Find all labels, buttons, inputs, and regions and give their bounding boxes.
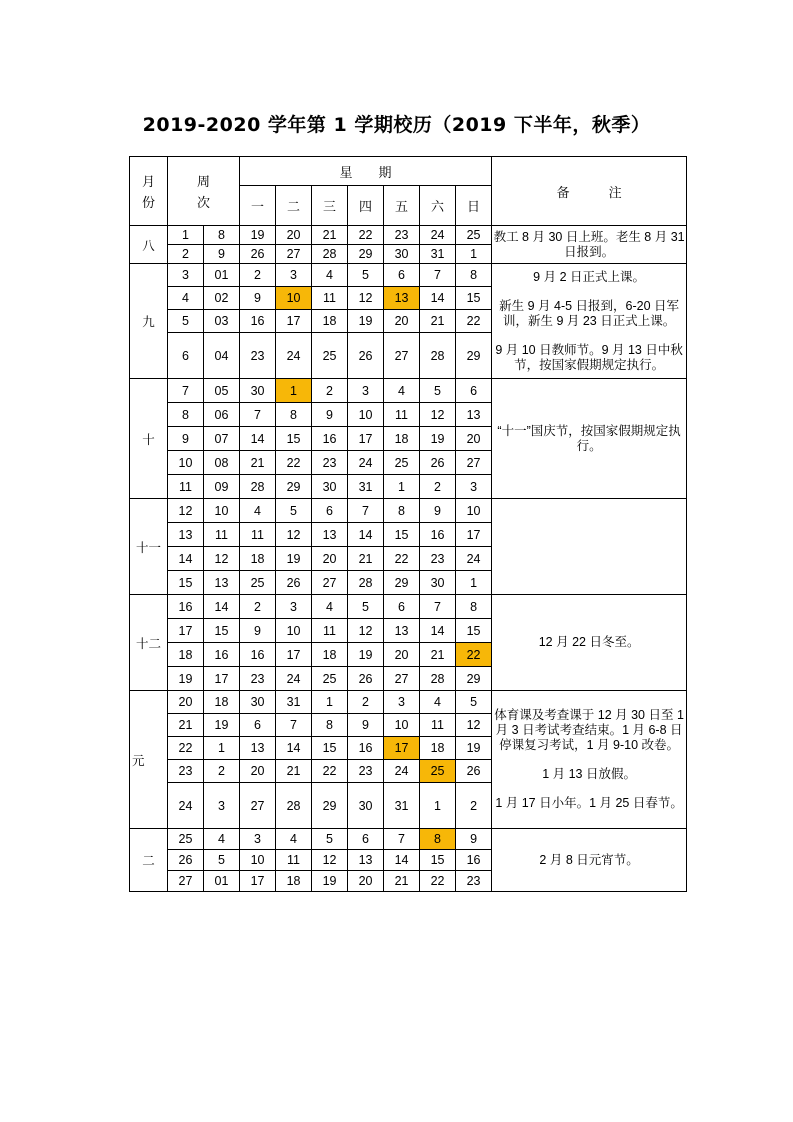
week-number: 7 [168,379,204,403]
teaching-week-number: 13 [204,571,240,595]
date-cell: 9 [240,287,276,310]
date-cell: 4 [312,264,348,287]
date-cell: 20 [276,226,312,245]
date-cell: 30 [348,783,384,829]
date-cell: 13 [384,619,420,643]
week-number: 8 [168,403,204,427]
week-number: 19 [168,667,204,691]
date-cell: 11 [312,619,348,643]
date-cell: 3 [276,264,312,287]
date-cell: 20 [384,643,420,667]
teaching-week-number: 5 [204,850,240,871]
date-cell: 13 [240,737,276,760]
weekday-header: 二 [276,186,312,226]
week-number: 2 [168,245,204,264]
date-cell: 26 [456,760,492,783]
remark-text: 新生 9 月 4-5 日报到，6-20 日军训，新生 9 月 23 日正式上课。 [499,298,680,328]
date-cell: 24 [348,451,384,475]
date-cell: 14 [420,287,456,310]
date-cell: 8 [384,499,420,523]
date-cell: 4 [312,595,348,619]
remarks-cell [492,264,687,379]
date-cell: 11 [240,523,276,547]
date-cell: 18 [312,310,348,333]
teaching-week-number: 8 [204,226,240,245]
date-cell: 13 [312,523,348,547]
date-cell: 9 [312,403,348,427]
date-cell: 31 [348,475,384,499]
date-cell: 25 [456,226,492,245]
date-cell: 19 [420,427,456,451]
date-cell: 6 [312,499,348,523]
week-row [130,499,687,523]
week-row [130,226,687,245]
teaching-week-number: 16 [204,643,240,667]
week-number: 22 [168,737,204,760]
date-cell: 10 [348,403,384,427]
date-cell: 27 [384,333,420,379]
date-cell: 21 [420,310,456,333]
teaching-week-number: 09 [204,475,240,499]
date-cell: 25 [312,333,348,379]
month-label: 二 [130,829,168,892]
date-cell: 6 [384,264,420,287]
remark-text: 1 月 17 日小年。1 月 25 日春节。 [495,796,683,810]
date-cell: 16 [456,850,492,871]
date-cell: 26 [348,333,384,379]
date-cell: 3 [240,829,276,850]
date-cell: 11 [276,850,312,871]
date-cell: 24 [456,547,492,571]
date-cell: 21 [420,643,456,667]
remarks-cell [492,691,687,829]
week-number: 11 [168,475,204,499]
date-cell: 7 [240,403,276,427]
date-cell: 11 [384,403,420,427]
date-cell: 11 [420,714,456,737]
week-row [130,264,687,287]
date-cell: 16 [312,427,348,451]
week-number: 26 [168,850,204,871]
date-cell: 8 [276,403,312,427]
date-cell: 19 [348,643,384,667]
date-cell: 5 [276,499,312,523]
week-number: 16 [168,595,204,619]
remark-text: “十一”国庆节，按国家假期规定执行。 [497,423,681,453]
date-cell: 24 [420,226,456,245]
remark-text: 9 月 2 日正式上课。 [533,269,645,284]
date-cell: 4 [420,691,456,714]
month-label: 十二 [130,595,168,691]
week-row [130,379,687,403]
date-cell: 25 [240,571,276,595]
date-cell: 25 [384,451,420,475]
remarks-cell [492,226,687,264]
date-cell: 6 [456,379,492,403]
week-number: 6 [168,333,204,379]
date-cell: 18 [276,871,312,892]
date-cell: 15 [384,523,420,547]
remarks-cell [492,379,687,499]
date-cell: 15 [420,850,456,871]
week-number: 15 [168,571,204,595]
week-column-header: 周 次 [168,157,240,226]
date-cell: 31 [420,245,456,264]
date-cell: 29 [384,571,420,595]
date-cell: 12 [420,403,456,427]
date-cell: 17 [240,871,276,892]
date-cell: 14 [348,523,384,547]
date-cell: 22 [384,547,420,571]
date-cell: 4 [276,829,312,850]
date-cell: 12 [456,714,492,737]
remark-text: 1 月 13 日放假。 [542,767,636,781]
date-cell: 4 [240,499,276,523]
date-cell: 21 [276,760,312,783]
date-cell: 2 [348,691,384,714]
date-cell: 24 [276,333,312,379]
teaching-week-number: 18 [204,691,240,714]
week-number: 12 [168,499,204,523]
date-cell: 8 [456,595,492,619]
date-cell: 10 [240,850,276,871]
remark-text: 9 月 10 日教师节。9 月 13 日中秋节，按国家假期规定执行。 [495,342,683,372]
date-cell: 23 [384,226,420,245]
date-cell: 22 [348,226,384,245]
date-cell: 15 [456,287,492,310]
date-cell: 1 [456,245,492,264]
week-number: 4 [168,287,204,310]
date-cell: 15 [456,619,492,643]
date-cell: 22 [456,310,492,333]
week-number: 21 [168,714,204,737]
remarks-cell [492,595,687,691]
highlighted-date-cell: 1 [276,379,312,403]
weekday-header: 四 [348,186,384,226]
date-cell: 25 [312,667,348,691]
date-cell: 28 [348,571,384,595]
week-number: 1 [168,226,204,245]
date-cell: 23 [240,333,276,379]
teaching-week-number: 1 [204,737,240,760]
date-cell: 2 [420,475,456,499]
teaching-week-number: 10 [204,499,240,523]
date-cell: 28 [276,783,312,829]
date-cell: 1 [384,475,420,499]
teaching-week-number: 19 [204,714,240,737]
date-cell: 29 [456,667,492,691]
teaching-week-number: 11 [204,523,240,547]
teaching-week-number: 4 [204,829,240,850]
teaching-week-number: 17 [204,667,240,691]
week-number: 5 [168,310,204,333]
teaching-week-number: 15 [204,619,240,643]
date-cell: 9 [240,619,276,643]
date-cell: 16 [348,737,384,760]
teaching-week-number: 08 [204,451,240,475]
date-cell: 8 [312,714,348,737]
date-cell: 28 [420,333,456,379]
week-number: 20 [168,691,204,714]
teaching-week-number: 04 [204,333,240,379]
date-cell: 28 [240,475,276,499]
remark-text: 教工 8 月 30 日上班。老生 8 月 31 日报到。 [493,229,685,259]
date-cell: 4 [384,379,420,403]
date-cell: 3 [384,691,420,714]
date-cell: 22 [312,760,348,783]
weekday-header: 一 [240,186,276,226]
date-cell: 24 [384,760,420,783]
week-number: 24 [168,783,204,829]
date-cell: 27 [276,245,312,264]
date-cell: 20 [384,310,420,333]
week-number: 10 [168,451,204,475]
teaching-week-number: 07 [204,427,240,451]
teaching-week-number: 01 [204,871,240,892]
remark-text: 12 月 22 日冬至。 [538,635,640,649]
date-cell: 18 [240,547,276,571]
highlighted-date-cell: 17 [384,737,420,760]
date-cell: 2 [456,783,492,829]
date-cell: 30 [312,475,348,499]
date-cell: 7 [420,264,456,287]
teaching-week-number: 05 [204,379,240,403]
date-cell: 8 [456,264,492,287]
week-number: 23 [168,760,204,783]
date-cell: 18 [312,643,348,667]
date-cell: 27 [240,783,276,829]
date-cell: 1 [420,783,456,829]
teaching-week-number: 02 [204,287,240,310]
date-cell: 21 [240,451,276,475]
highlighted-date-cell: 25 [420,760,456,783]
date-cell: 17 [456,523,492,547]
date-cell: 22 [420,871,456,892]
date-cell: 13 [348,850,384,871]
date-cell: 16 [240,643,276,667]
date-cell: 29 [348,245,384,264]
date-cell: 23 [420,547,456,571]
date-cell: 10 [384,714,420,737]
highlighted-date-cell: 22 [456,643,492,667]
date-cell: 9 [348,714,384,737]
week-number: 9 [168,427,204,451]
date-cell: 27 [456,451,492,475]
month-label: 十 [130,379,168,499]
date-cell: 26 [240,245,276,264]
week-number: 25 [168,829,204,850]
weekday-group-header: 星 期 [240,157,492,186]
date-cell: 7 [276,714,312,737]
date-cell: 20 [456,427,492,451]
weekday-header: 六 [420,186,456,226]
date-cell: 27 [384,667,420,691]
date-cell: 30 [240,379,276,403]
date-cell: 16 [240,310,276,333]
date-cell: 5 [456,691,492,714]
weekday-header: 五 [384,186,420,226]
date-cell: 13 [456,403,492,427]
date-cell: 20 [312,547,348,571]
date-cell: 19 [276,547,312,571]
date-cell: 18 [420,737,456,760]
date-cell: 14 [420,619,456,643]
date-cell: 2 [240,595,276,619]
date-cell: 28 [420,667,456,691]
highlighted-date-cell: 8 [420,829,456,850]
date-cell: 21 [384,871,420,892]
teaching-week-number: 12 [204,547,240,571]
teaching-week-number: 01 [204,264,240,287]
date-cell: 21 [312,226,348,245]
date-cell: 23 [312,451,348,475]
date-cell: 20 [348,871,384,892]
date-cell: 23 [456,871,492,892]
date-cell: 11 [312,287,348,310]
date-cell: 28 [312,245,348,264]
date-cell: 2 [312,379,348,403]
date-cell: 3 [456,475,492,499]
date-cell: 23 [240,667,276,691]
teaching-week-number: 3 [204,783,240,829]
date-cell: 18 [384,427,420,451]
date-cell: 27 [312,571,348,595]
remarks-header: 备 注 [492,157,687,226]
date-cell: 26 [276,571,312,595]
date-cell: 1 [312,691,348,714]
date-cell: 29 [276,475,312,499]
date-cell: 7 [348,499,384,523]
month-label: 十一 [130,499,168,595]
remark-text: 体育课及考查课于 12 月 30 日至 1 月 3 日考试考查结束。1 月 6-8 日停课复习考试，1 月 9-10 改卷。 [494,708,684,752]
date-cell: 10 [456,499,492,523]
month-label: 九 [130,264,168,379]
date-cell: 6 [348,829,384,850]
date-cell: 17 [348,427,384,451]
week-row [130,691,687,714]
date-cell: 5 [420,379,456,403]
date-cell: 5 [348,595,384,619]
date-cell: 3 [276,595,312,619]
remarks-cell [492,829,687,892]
date-cell: 17 [276,310,312,333]
highlighted-date-cell: 13 [384,287,420,310]
date-cell: 19 [456,737,492,760]
school-calendar-table [129,156,687,892]
date-cell: 12 [312,850,348,871]
week-number: 13 [168,523,204,547]
month-column-header: 月 份 [130,157,168,226]
date-cell: 31 [384,783,420,829]
highlighted-date-cell: 10 [276,287,312,310]
teaching-week-number: 14 [204,595,240,619]
date-cell: 26 [348,667,384,691]
date-cell: 19 [348,310,384,333]
date-cell: 9 [456,829,492,850]
date-cell: 6 [240,714,276,737]
date-cell: 23 [348,760,384,783]
date-cell: 14 [240,427,276,451]
week-number: 18 [168,643,204,667]
date-cell: 16 [420,523,456,547]
date-cell: 19 [240,226,276,245]
week-row [130,829,687,850]
date-cell: 30 [240,691,276,714]
teaching-week-number: 03 [204,310,240,333]
date-cell: 6 [384,595,420,619]
week-number: 27 [168,871,204,892]
teaching-week-number: 2 [204,760,240,783]
date-cell: 22 [276,451,312,475]
date-cell: 1 [456,571,492,595]
date-cell: 14 [384,850,420,871]
week-number: 3 [168,264,204,287]
date-cell: 12 [276,523,312,547]
month-label: 元 [130,691,168,829]
date-cell: 14 [276,737,312,760]
date-cell: 7 [420,595,456,619]
date-cell: 3 [348,379,384,403]
date-cell: 7 [384,829,420,850]
date-cell: 12 [348,287,384,310]
date-cell: 5 [348,264,384,287]
week-row [130,595,687,619]
date-cell: 29 [312,783,348,829]
date-cell: 24 [276,667,312,691]
date-cell: 15 [312,737,348,760]
month-label: 八 [130,226,168,264]
date-cell: 2 [240,264,276,287]
date-cell: 17 [276,643,312,667]
week-number: 17 [168,619,204,643]
week-number: 14 [168,547,204,571]
weekday-header: 日 [456,186,492,226]
date-cell: 30 [420,571,456,595]
date-cell: 5 [312,829,348,850]
teaching-week-number: 06 [204,403,240,427]
page-title: 2019-2020 学年第 1 学期校历（2019 下半年，秋季） [142,114,651,136]
weekday-header: 三 [312,186,348,226]
remarks-cell [492,499,687,595]
remark-text: 2 月 8 日元宵节。 [539,852,639,867]
date-cell: 30 [384,245,420,264]
date-cell: 20 [240,760,276,783]
date-cell: 29 [456,333,492,379]
date-cell: 12 [348,619,384,643]
date-cell: 10 [276,619,312,643]
date-cell: 26 [420,451,456,475]
date-cell: 19 [312,871,348,892]
date-cell: 31 [276,691,312,714]
date-cell: 9 [420,499,456,523]
date-cell: 21 [348,547,384,571]
teaching-week-number: 9 [204,245,240,264]
date-cell: 15 [276,427,312,451]
